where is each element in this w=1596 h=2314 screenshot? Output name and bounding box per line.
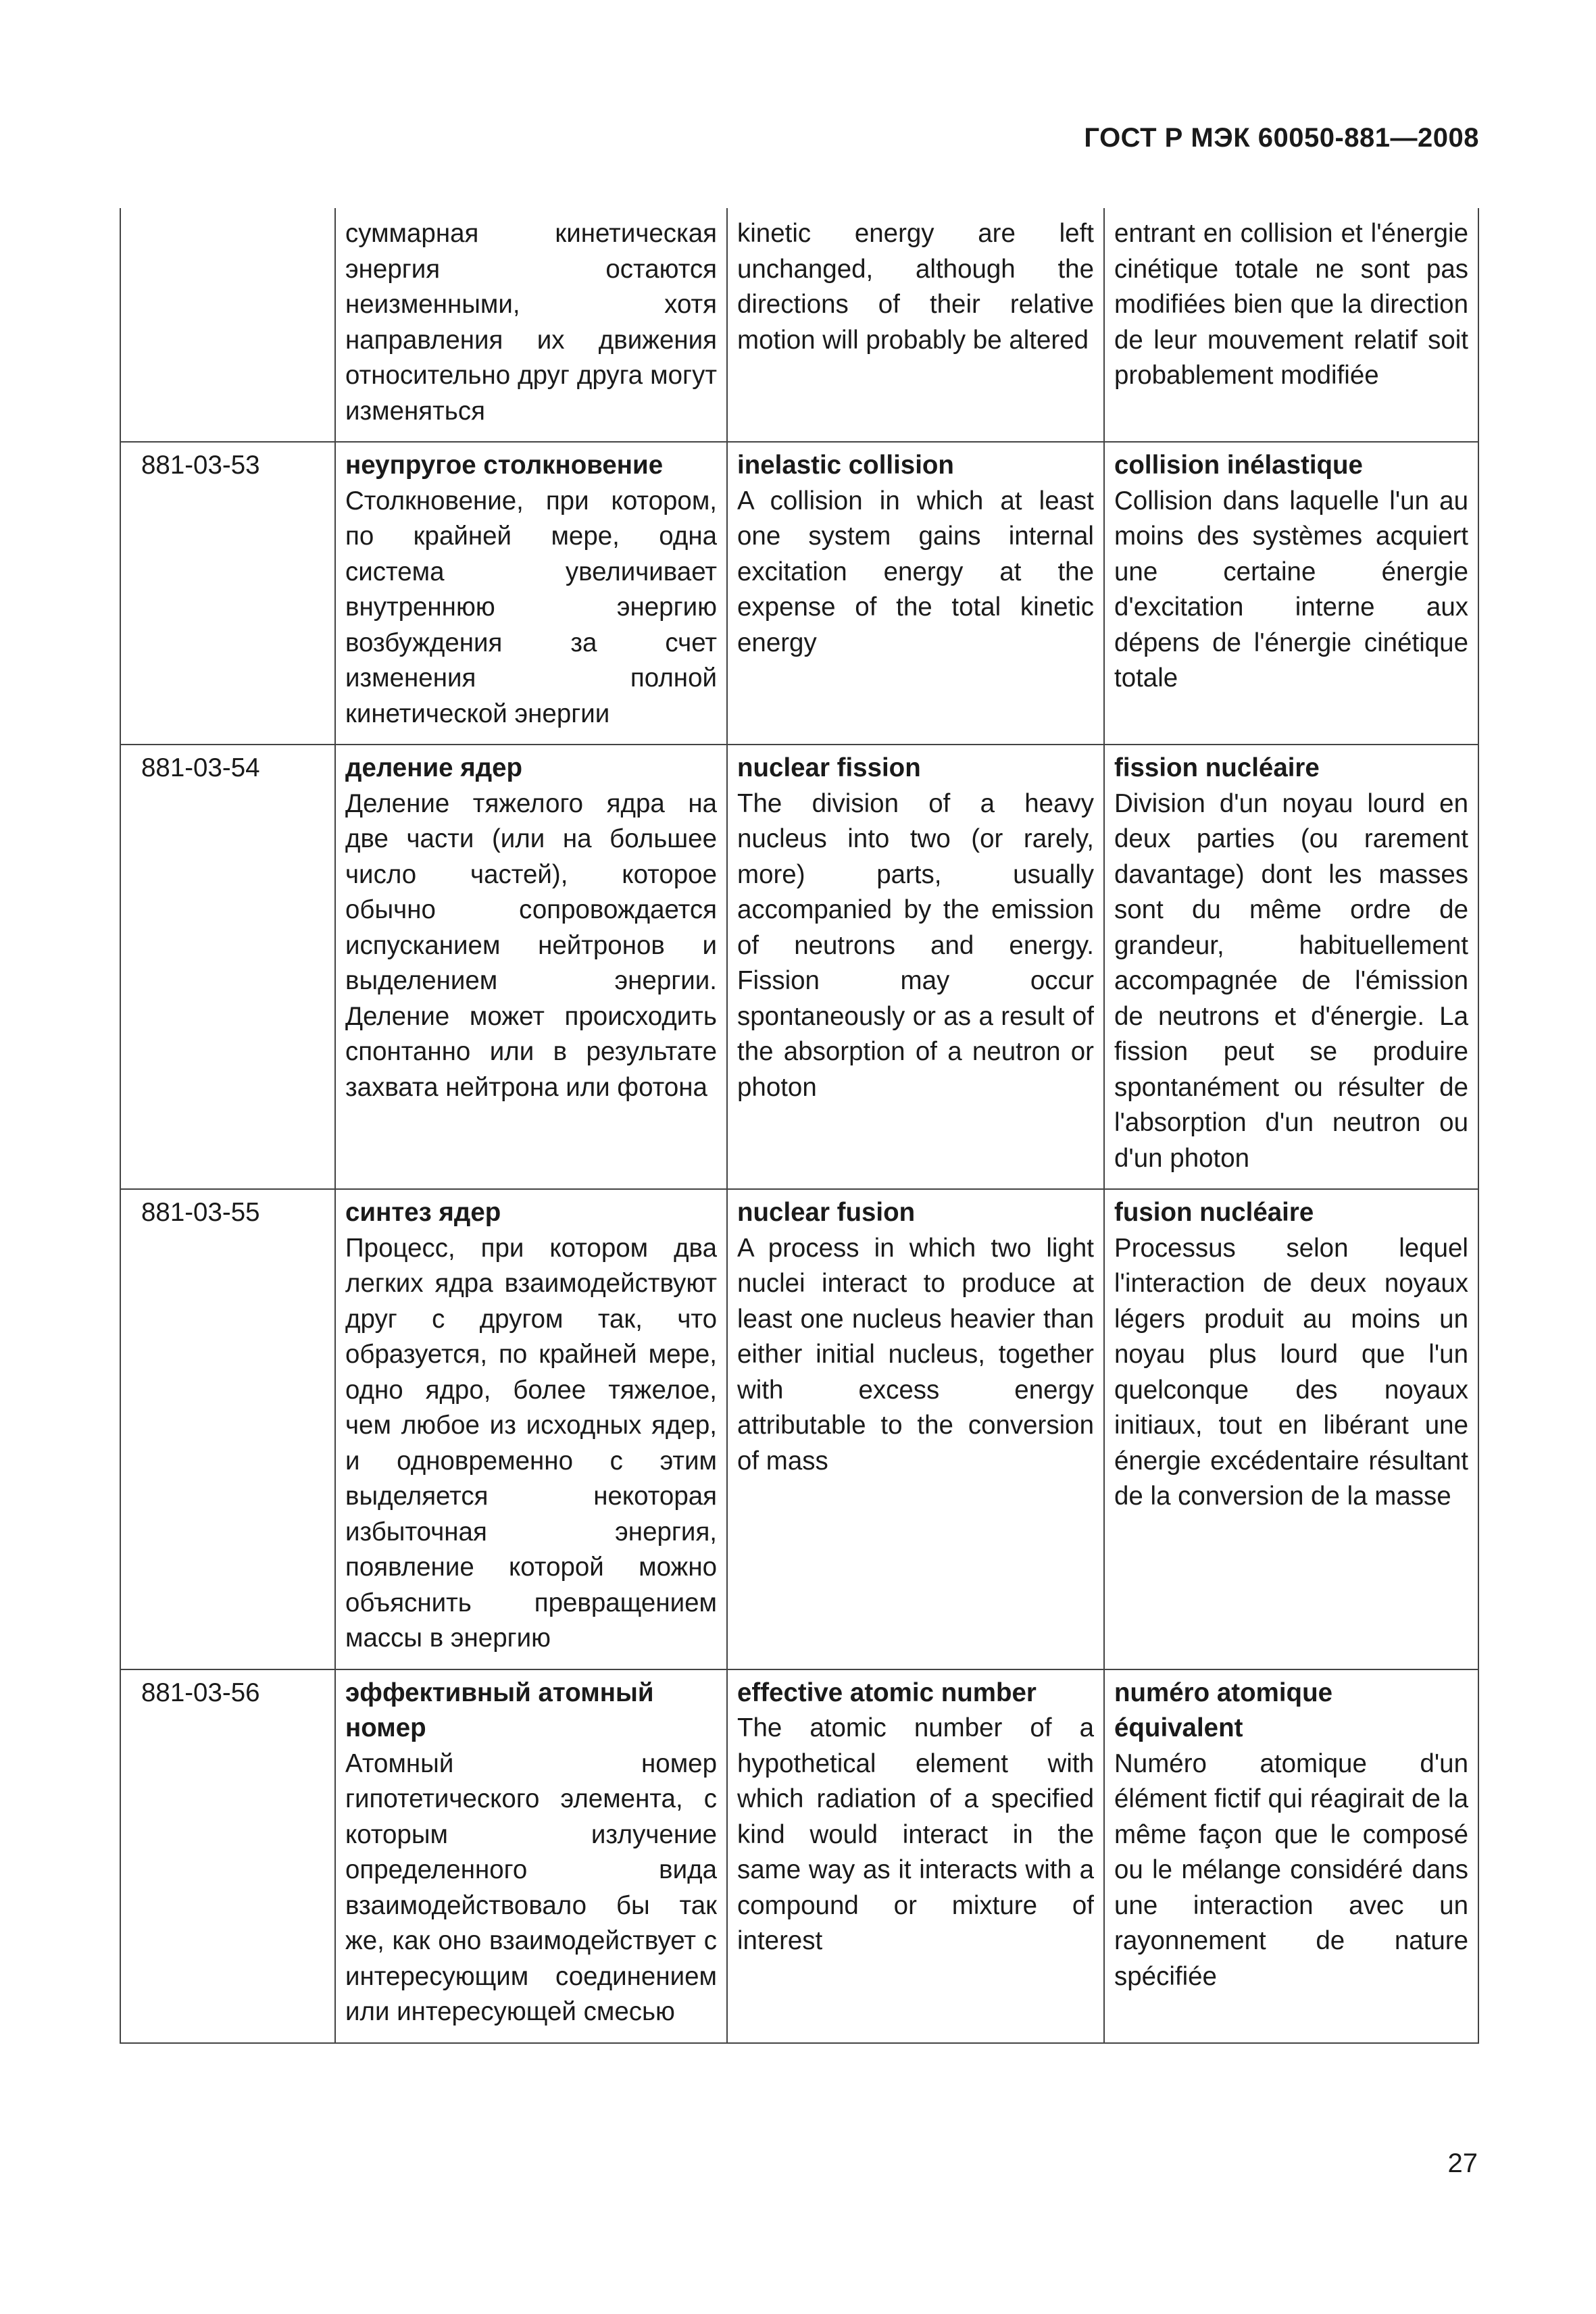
- english-definition: A collision in which at least one system gains internal excitation energy at the expense of the total kinetic energy: [737, 486, 1094, 657]
- russian-cell: [335, 745, 727, 1189]
- russian-definition: Процесс, при котором два легких ядра взаимодействуют друг с другом так, что образуется, по крайней мере, одно ядро, более тяжелое, чем любое из исходных ядер, и одновременно с этим выделяется некоторая избыточная энергия, появление которой можно объяснить превращением массы в энергию: [345, 1233, 717, 1653]
- standard-designation: ГОСТ Р МЭК 60050-881—2008: [1084, 123, 1479, 153]
- terminology-table: [120, 208, 1479, 2044]
- russian-term: эффективный атомный номер: [345, 1678, 654, 1742]
- entry-number: 881-03-54: [120, 745, 335, 1189]
- french-cell: [1104, 745, 1478, 1189]
- english-definition: A process in which two light nuclei interact to produce at least one nucleus heavier than either initial nucleus, together with excess energy attributable to the conversion of mass: [737, 1233, 1094, 1476]
- english-cell: [727, 442, 1104, 745]
- french-cell: [1104, 208, 1478, 442]
- russian-term: синтез ядер: [345, 1198, 501, 1227]
- french-cell: [1104, 442, 1478, 745]
- french-cell: [1104, 1189, 1478, 1669]
- entry-number: 881-03-55: [120, 1189, 335, 1669]
- english-cell: [727, 1189, 1104, 1669]
- english-term: inelastic collision: [737, 451, 954, 480]
- russian-cell: [335, 1669, 727, 2043]
- french-definition: Processus selon lequel l'interaction de deux noyaux légers produit au moins un noyau plus lourd que l'un quelconque des noyaux initiaux, tout en libérant une énergie excédentaire résultant de la conversion de la masse: [1114, 1233, 1468, 1511]
- french-definition: Numéro atomique d'un élément fictif qui réagirait de la même façon que le composé ou le mélange considéré dans une interaction avec un rayonnement de nature spécifiée: [1114, 1749, 1468, 1991]
- russian-definition: суммарная кинетическая энергия остаются неизменными, хотя направления их движения относительно друг друга могут изменяться: [345, 219, 717, 426]
- table-row: [120, 1669, 1478, 2043]
- russian-term: неупругое столкновение: [345, 451, 664, 480]
- french-definition: Collision dans laquelle l'un au moins des systèmes acquiert une certaine énergie d'excitation interne aux dépens de l'énergie cinétique totale: [1114, 486, 1468, 693]
- french-definition: entrant en collision et l'énergie cinétique totale ne sont pas modifiées bien que la direction de leur mouvement relatif soit probablement modifiée: [1114, 219, 1468, 390]
- french-term: collision inélastique: [1114, 451, 1363, 480]
- russian-cell: [335, 1189, 727, 1669]
- english-definition: The division of a heavy nucleus into two (or rarely, more) parts, usually accompanied by the emission of neutrons and energy. Fission may occur spontaneously or as a result of the absorption of a neutron or photon: [737, 788, 1094, 1102]
- entry-number: 881-03-53: [120, 442, 335, 745]
- table-row: [120, 208, 1478, 442]
- english-cell: [727, 745, 1104, 1189]
- english-term: nuclear fusion: [737, 1198, 916, 1227]
- table-row: [120, 442, 1478, 745]
- french-cell: [1104, 1669, 1478, 2043]
- french-term: fission nucléaire: [1114, 753, 1320, 782]
- english-definition: kinetic energy are left unchanged, although the directions of their relative motion will probably be altered: [737, 219, 1094, 355]
- russian-cell: [335, 208, 727, 442]
- table-row: [120, 745, 1478, 1189]
- english-term: nuclear fission: [737, 753, 921, 782]
- table-row: [120, 1189, 1478, 1669]
- russian-definition: Атомный номер гипотетического элемента, с которым излучение определенного вида взаимодействовало бы так же, как оно взаимодействует с интересующим соединением или интересующей смесью: [345, 1749, 717, 2026]
- entry-number: 881-03-56: [120, 1669, 335, 2043]
- english-term: effective atomic number: [737, 1678, 1037, 1707]
- russian-term: деление ядер: [345, 753, 523, 782]
- english-cell: [727, 208, 1104, 442]
- russian-definition: Деление тяжелого ядра на две части (или на большее число частей), которое обычно сопровождается испусканием нейтронов и выделением энергии. Деление может происходить спонтанно или в результате захвата нейтрона или фотона: [345, 788, 717, 1102]
- english-definition: The atomic number of a hypothetical element with which radiation of a specified kind would interact in the same way as it interacts with a compound or mixture of interest: [737, 1713, 1094, 1955]
- french-term: numéro atomique équivalent: [1114, 1678, 1333, 1742]
- entry-number: [120, 208, 335, 442]
- french-term: fusion nucléaire: [1114, 1198, 1314, 1227]
- french-definition: Division d'un noyau lourd en deux parties (ou rarement davantage) dont les masses sont du même ordre de grandeur, habituellement accompagnée de l'émission de neutrons et d'énergie. La fission peut se produire spontanément ou résulter de l'absorption d'un neutron ou d'un photon: [1114, 788, 1468, 1173]
- russian-cell: [335, 442, 727, 745]
- page-number: 27: [1447, 2148, 1478, 2178]
- russian-definition: Столкновение, при котором, по крайней мере, одна система увеличивает внутреннюю энергию возбуждения за счет изменения полной кинетической энергии: [345, 486, 717, 728]
- english-cell: [727, 1669, 1104, 2043]
